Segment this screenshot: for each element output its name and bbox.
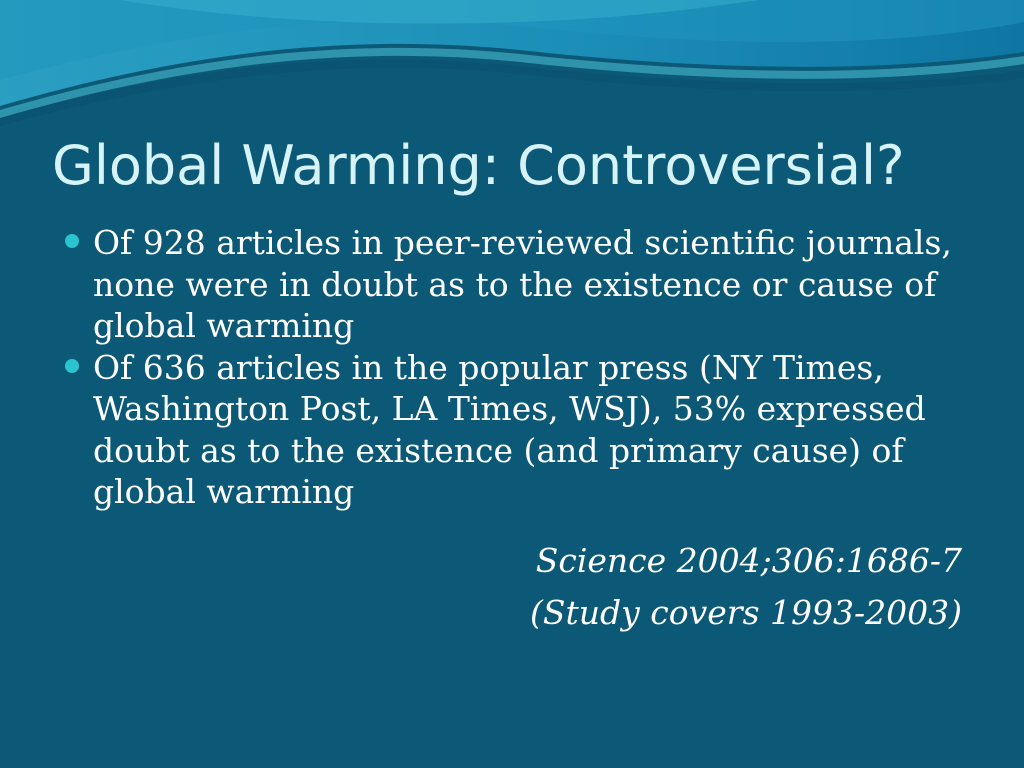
bullet-item <box>62 347 982 513</box>
slide-title: Global Warming: Controversial? <box>52 134 905 197</box>
bullet-dot-icon <box>65 234 79 248</box>
bullet-list <box>62 222 982 513</box>
bullet-text: Of 636 articles in the popular press (NY Times, Washington Post, LA Times, WSJ), 53% expressed doubt as to the existence (and primary cause) of global warming <box>93 347 926 511</box>
citation-study-period: (Study covers 1993-2003) <box>530 593 962 632</box>
bullet-item <box>62 222 982 347</box>
bullet-dot-icon <box>65 359 79 373</box>
header-wave-decoration <box>0 0 1024 130</box>
bullet-text: Of 928 articles in peer-reviewed scientific journals, none were in doubt as to the existence or cause of global warming <box>93 223 952 345</box>
citation-source: Science 2004;306:1686-7 <box>535 541 962 580</box>
